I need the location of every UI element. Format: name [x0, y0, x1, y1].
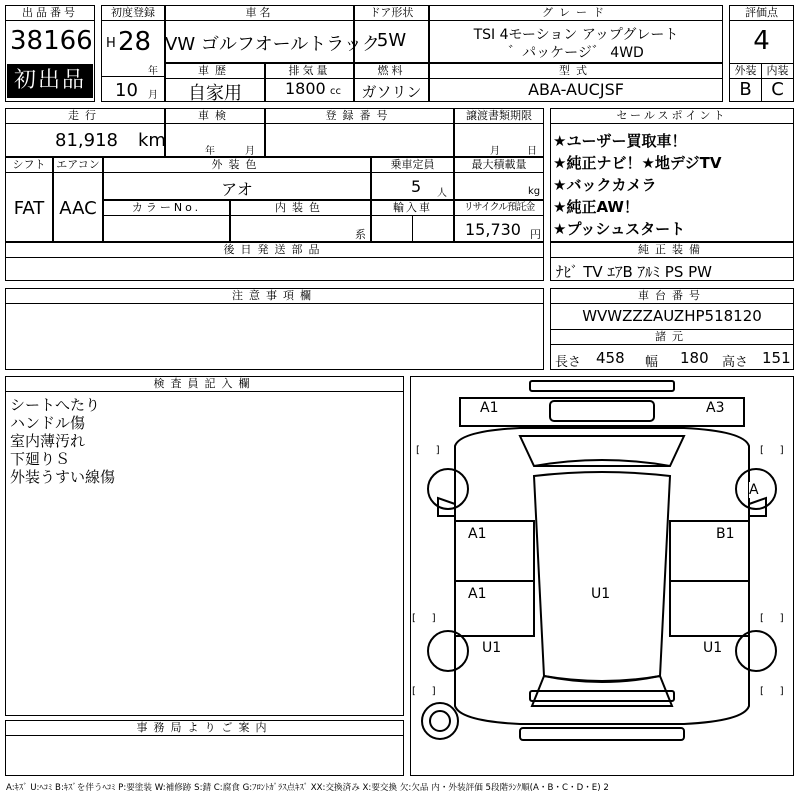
- dims-length: 458: [596, 349, 625, 367]
- score-label: 評価点: [729, 5, 794, 21]
- mark-left-rear-door: A1: [468, 586, 487, 602]
- max-load-label: 最大積載量: [454, 157, 544, 173]
- selling-point-1: ★ユーザー買取車！: [553, 132, 687, 150]
- model-value: ABA-AUCJSF: [528, 80, 624, 99]
- door-label: ドア形状: [354, 5, 429, 21]
- door-value: 5W: [376, 30, 407, 51]
- bracket-left-front-top: [ ]: [416, 445, 440, 456]
- history-value: 自家用: [188, 83, 242, 104]
- max-load-unit: kg: [528, 186, 541, 197]
- inspection-year-unit: 年: [205, 146, 215, 157]
- bracket-right-bottom: [ ]: [760, 686, 784, 697]
- mark-left-rear-wheel: U1: [482, 640, 502, 656]
- spare-tyre-shape: [422, 703, 458, 739]
- bracket-left-bottom: [ ]: [412, 686, 436, 697]
- grade-line2: ゛パッケージ゛ 4WD: [508, 45, 644, 61]
- displacement-label: 排気量: [265, 63, 354, 79]
- inspector-line-4: 下廻りＳ: [10, 450, 71, 468]
- left-rear-door-shape: [455, 581, 534, 636]
- left-front-wheel-shape: [428, 469, 468, 509]
- car-damage-diagram: [410, 376, 794, 776]
- mileage-value: 81,918: [55, 130, 118, 151]
- lot-label: 出品番号: [5, 5, 95, 21]
- transfer-day-unit: 日: [527, 146, 537, 157]
- int-color-unit: 系: [355, 228, 366, 241]
- first-reg-month: 10: [115, 80, 138, 101]
- reg-no-label: 登録番号: [265, 108, 454, 124]
- mark-front-left: A1: [480, 400, 499, 416]
- displacement-unit: cc: [330, 86, 341, 97]
- right-rear-wheel-shape: [736, 631, 776, 671]
- first-reg-month-line: [101, 76, 165, 77]
- inspector-line-2: ハンドル傷: [10, 414, 86, 432]
- mark-right-front-door: B1: [716, 526, 735, 542]
- windshield-shape: [520, 436, 684, 466]
- mark-right-rear-wheel: U1: [703, 640, 723, 656]
- left-front-door-shape: [455, 521, 534, 581]
- grade-line1: TSI 4モーション アップグレート: [473, 27, 679, 43]
- recycle-unit: 円: [530, 228, 541, 241]
- damage-legend: A:ｷｽﾞ U:ﾍｺﾐ B:ｷｽﾞを伴うﾍｺﾐ P:要塗装 W:補修跡 S:錆 C:腐食 G:ﾌﾛﾝﾄｶﾞﾗｽ点ｷｽﾞ XX:交換済み X:要交換 欠:欠品 内・外装評価 5段階ﾗﾝｸ順(A・B・C・D・E) 2: [6, 783, 609, 793]
- selling-point-4: ★純正AW！: [553, 198, 639, 216]
- mark-roof: U1: [591, 586, 611, 602]
- car-name-label: 車名: [165, 5, 354, 21]
- office-label: 事務局よりご案内: [5, 720, 404, 736]
- selling-point-5: ★プッシュスタート: [553, 220, 686, 238]
- fuel-label: 燃料: [354, 63, 429, 79]
- left-rear-wheel-shape: [428, 631, 468, 671]
- inspection-label: 車検: [165, 108, 265, 124]
- mileage-unit: km: [138, 130, 166, 151]
- first-reg-label: 初度登録: [101, 5, 165, 21]
- inspector-label: 検査員記入欄: [5, 376, 404, 392]
- later-parts-label: 後日発送部品: [5, 242, 544, 258]
- notes-label: 注意事項欄: [5, 288, 544, 304]
- color-no-label: カラーNo.: [103, 200, 230, 216]
- equipment-value: ﾅﾋﾞ TV ｴｱB ｱﾙﾐ PS PW: [556, 263, 712, 281]
- score-int-value: C: [771, 79, 784, 100]
- score-int-label: 内装: [761, 63, 794, 79]
- ext-color-label: 外装色: [103, 157, 371, 173]
- score-ext-label: 外装: [729, 63, 762, 79]
- score-ext-value: B: [739, 79, 752, 100]
- int-color-label: 内装色: [230, 200, 371, 216]
- dims-length-label: 長さ: [555, 355, 582, 370]
- equipment-label: 純正装備: [550, 242, 794, 258]
- import-divider: [412, 216, 413, 242]
- first-reg-year-unit: 年: [148, 66, 158, 77]
- first-reg-month-unit: 月: [148, 90, 158, 101]
- mileage-label: 走行: [5, 108, 165, 124]
- right-front-door-shape: [670, 521, 749, 581]
- selling-point-3: ★バックカメラ: [553, 176, 657, 194]
- first-reg-year: 28: [118, 27, 152, 57]
- dims-label: 諸元: [550, 329, 794, 345]
- capacity-label: 乗車定員: [371, 157, 454, 173]
- ac-value: AAC: [59, 198, 97, 219]
- selling-point-2: ★純正ナビ！★地デジTV: [553, 154, 722, 172]
- import-label: 輸入車: [371, 200, 454, 216]
- front-bumper-shape: [530, 381, 674, 391]
- transfer-month-unit: 月: [490, 146, 500, 157]
- lot-number: 38166: [10, 26, 93, 56]
- shift-value: FAT: [13, 198, 45, 219]
- dims-width: 180: [680, 349, 709, 367]
- inspector-line-5: 外装うすい線傷: [10, 468, 116, 486]
- ac-label: エアコン: [53, 157, 103, 173]
- right-rear-door-shape: [670, 581, 749, 636]
- score-value: 4: [753, 26, 770, 56]
- rear-tail-shape: [520, 728, 684, 740]
- spare-tyre-hub-shape: [430, 711, 450, 731]
- first-listing-badge: 初出品: [7, 64, 93, 98]
- selling-points-label: セールスポイント: [550, 108, 794, 124]
- grade-label: グレード: [429, 5, 723, 21]
- dims-height-label: 高さ: [722, 355, 749, 370]
- chassis-label: 車台番号: [550, 288, 794, 304]
- transfer-label: 譲渡書類期限: [454, 108, 544, 124]
- dims-width-label: 幅: [645, 355, 659, 370]
- chassis-value: WVWZZZAUZHP518120: [582, 307, 762, 325]
- front-grille-shape: [550, 401, 654, 421]
- inspector-line-3: 室内薄汚れ: [10, 432, 86, 450]
- mark-front-right: A3: [706, 400, 725, 416]
- first-reg-era: H: [106, 36, 116, 51]
- bracket-right-front-top: [ ]: [760, 445, 784, 456]
- displacement-value: 1800: [285, 79, 326, 98]
- inspector-line-1: シートへたり: [10, 396, 101, 414]
- capacity-value: 5: [411, 177, 422, 196]
- history-label: 車歴: [165, 63, 265, 79]
- shift-label: シフト: [5, 157, 53, 173]
- model-label: 型式: [429, 63, 723, 79]
- mark-right-front-wheel: A: [749, 482, 759, 498]
- dims-height: 151: [762, 349, 791, 367]
- recycle-value: 15,730: [465, 220, 521, 239]
- cabin-roof-shape: [534, 472, 670, 681]
- bracket-left-rear: [ ]: [412, 613, 436, 624]
- fuel-value: ガソリン: [361, 83, 422, 101]
- bracket-right-rear: [ ]: [760, 613, 784, 624]
- recycle-label: リサイクル預託金: [454, 200, 544, 216]
- inspection-month-unit: 月: [245, 146, 255, 157]
- capacity-unit: 人: [437, 188, 447, 199]
- car-name-value: VW ゴルフオールトラック: [165, 34, 380, 55]
- ext-color-value: アオ: [221, 180, 253, 199]
- rear-bumper-shape: [530, 691, 674, 701]
- mark-left-front-door: A1: [468, 526, 487, 542]
